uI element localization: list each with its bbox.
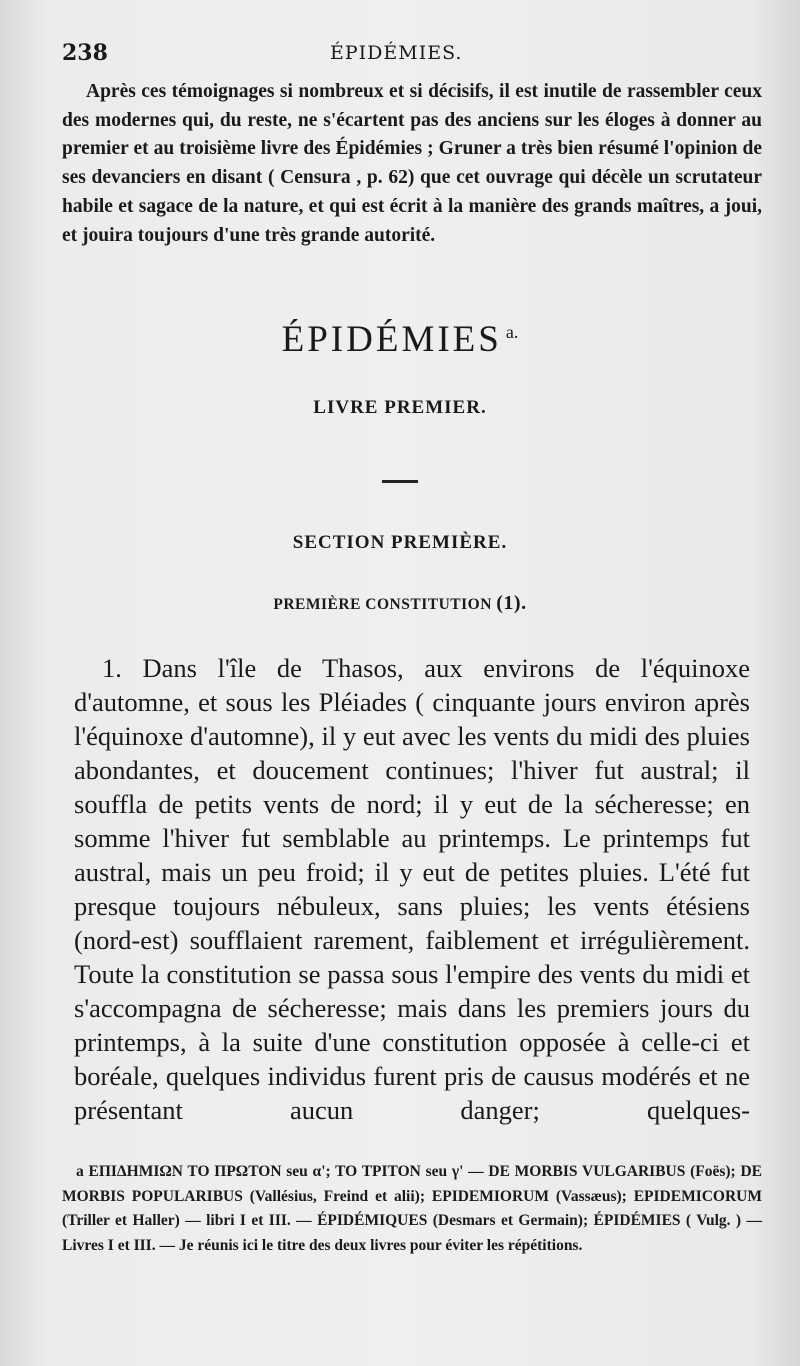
page-number: 238 bbox=[62, 40, 108, 66]
book-title bbox=[0, 318, 800, 361]
divider-rule bbox=[382, 480, 418, 483]
livre-heading: LIVRE PREMIER. bbox=[313, 397, 487, 418]
intro-text: Après ces témoignages si nombreux et si décisifs, il est inutile de rassembler ceux des modernes qui, du reste, ne s'écartent pas des anciens sur les éloges à donner au premier et au troisième livre des Épidémies ; Gruner a très bien résumé l'opinion de ses devanciers en disant ( Censura , p. 62) que cet ouvrage qui décèle un scrutateur habile et sagace de la nature, et qui est écrit à la manière des grands maîtres, a joui, et jouira toujours d'une très grande autorité. bbox=[62, 81, 762, 246]
section-heading: SECTION PREMIÈRE. bbox=[292, 532, 508, 553]
constitution-heading bbox=[0, 592, 800, 615]
main-paragraph bbox=[74, 651, 750, 1127]
constitution-heading-text: PREMIÈRE CONSTITUTION bbox=[273, 596, 492, 613]
footnote bbox=[62, 1160, 762, 1258]
footnote-text: a ΕΠΙΔΗΜΙΩΝ ΤΟ ΠΡΩΤΟΝ seu α'; ΤΟ ΤΡΙΤΟΝ seu γ' — DE MORBIS VULGARIBUS (Foës); DE MORBIS POPULARIBUS (Vallésius, Freind et alii); EPIDEMIORUM (Vassæus); EPIDEMICORUM (Triller et Haller) — libri I et III. — ÉPIDÉMIQUES (Desmars et Germain); ÉPIDÉMIES ( Vulg. ) — Livres I et III. — Je réunis ici le titre des deux livres pour éviter les répétitions. bbox=[62, 1163, 762, 1254]
main-paragraph-text: 1. Dans l'île de Thasos, aux environs de l'équinoxe d'automne, et sous les Pléiades ( cinquante jours environ après l'équinoxe d'automne), il y eut avec les vents du midi des pluies abondantes, et doucement continues; l'hiver fut austral; il souffla de petits vents de nord; il y eut de la sécheresse; en somme l'hiver fut semblable au printemps. Le printemps fut austral, mais un peu froid; il y eut de petites pluies. L'été fut presque toujours nébuleux, sans pluies; les vents étésiens (nord-est) soufflaient rarement, faiblement et irrégulièrement. Toute la constitution se passa sous l'empire des vents du midi et s'accompagna de sécheresse; mais dans les premiers jours du printemps, à la suite d'une constitution opposée à celle-ci et boréale, quelques individus furent pris de causus modérés et ne présentant aucun danger; quelques- bbox=[74, 653, 750, 1125]
running-title: ÉPIDÉMIES. bbox=[330, 42, 463, 64]
title-footnote-marker: a. bbox=[505, 321, 519, 342]
constitution-note-ref: (1). bbox=[496, 592, 527, 614]
book-title-text: ÉPIDÉMIES bbox=[281, 319, 502, 360]
page-header bbox=[62, 40, 762, 70]
intro-paragraph bbox=[62, 78, 762, 250]
